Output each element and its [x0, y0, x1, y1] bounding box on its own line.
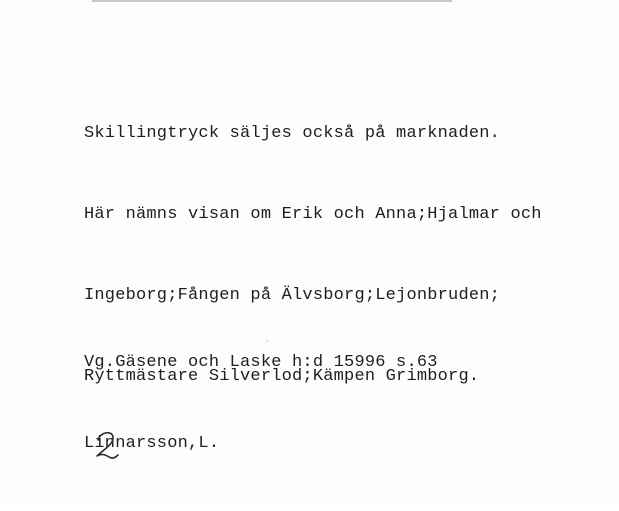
reference-line-informant: Linnarsson,L. — [84, 434, 220, 453]
reference-line-archive: Vg.Gäsene och Laske h:d 15996 s.63 — [84, 353, 438, 372]
handwritten-number-2 — [92, 428, 122, 462]
card-reference — [84, 295, 438, 511]
card-top-edge — [92, 0, 452, 2]
paper-speck — [266, 340, 268, 342]
body-line: Ingeborg;Fången på Älvsborg;Lejonbruden; — [84, 286, 501, 305]
body-line: Här nämns visan om Erik och Anna;Hjalmar och — [84, 205, 542, 224]
body-line: Ryttmästare Silverlod;Kämpen Grimborg. — [84, 367, 480, 386]
body-line: Skillingtryck säljes också på marknaden. — [84, 124, 501, 143]
